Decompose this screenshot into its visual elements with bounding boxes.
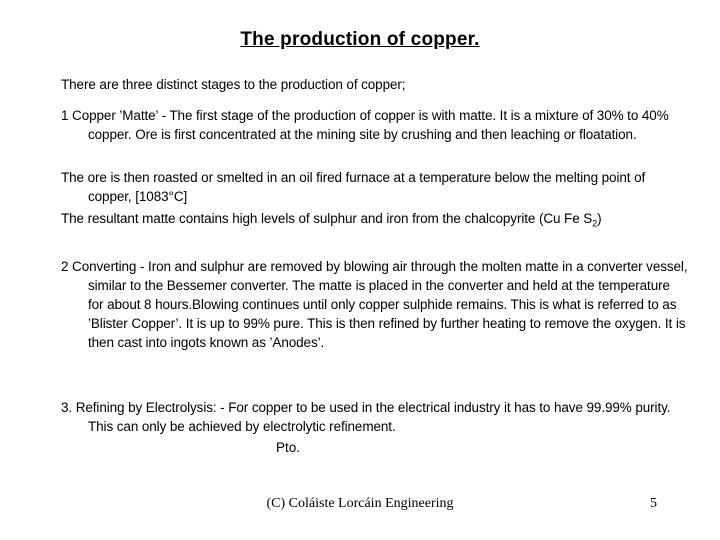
roasting-paragraph: The ore is then roasted or smelted in an oil fired furnace at a temperature below the melting point of copper, [1083°C] [61, 170, 646, 204]
stage-3-paragraph: 3. Refining by Electrolysis: - For copper to be used in the electrical industry it has to have 99.99% purity. This can only be achieved by electrolytic refinement. [61, 400, 671, 434]
matte-closing-paren: ) [597, 211, 602, 226]
matte-composition-paragraph [61, 209, 688, 228]
sulphur-subscript: 2 [592, 218, 598, 229]
stage-1-paragraph: 1 Copper ’Matte’ - The first stage of the production of copper is with matte. It is a mixture of 30% to 40% copper. Ore is first concentrated at the mining site by crushing and then leaching or floatation. [61, 108, 669, 142]
matte-text: The resultant matte contains high levels of sulphur and iron from the chalcopyrite (Cu Fe S [61, 211, 593, 226]
page-title: The production of copper. [240, 29, 480, 50]
stage-2-paragraph: 2 Converting - Iron and sulphur are removed by blowing air through the molten matte in a converter vessel, similar to the Bessemer converter. The matte is placed in the converter and held at the temperature for about 8 hours.Blowing continues until only copper sulphide remains. This is what is referred to as ’Blister Copper’. It is up to 99% pure. This is then refined by further heating to remove the oxygen. It is then cast into ingots known as ’Anodes’. [61, 259, 688, 350]
intro-text: There are three distinct stages to the production of copper; [61, 76, 406, 92]
page-number: 5 [650, 496, 657, 511]
footer-credit: (C) Coláiste Lorcáin Engineering [266, 496, 454, 511]
pto-note: Pto. [276, 440, 301, 455]
